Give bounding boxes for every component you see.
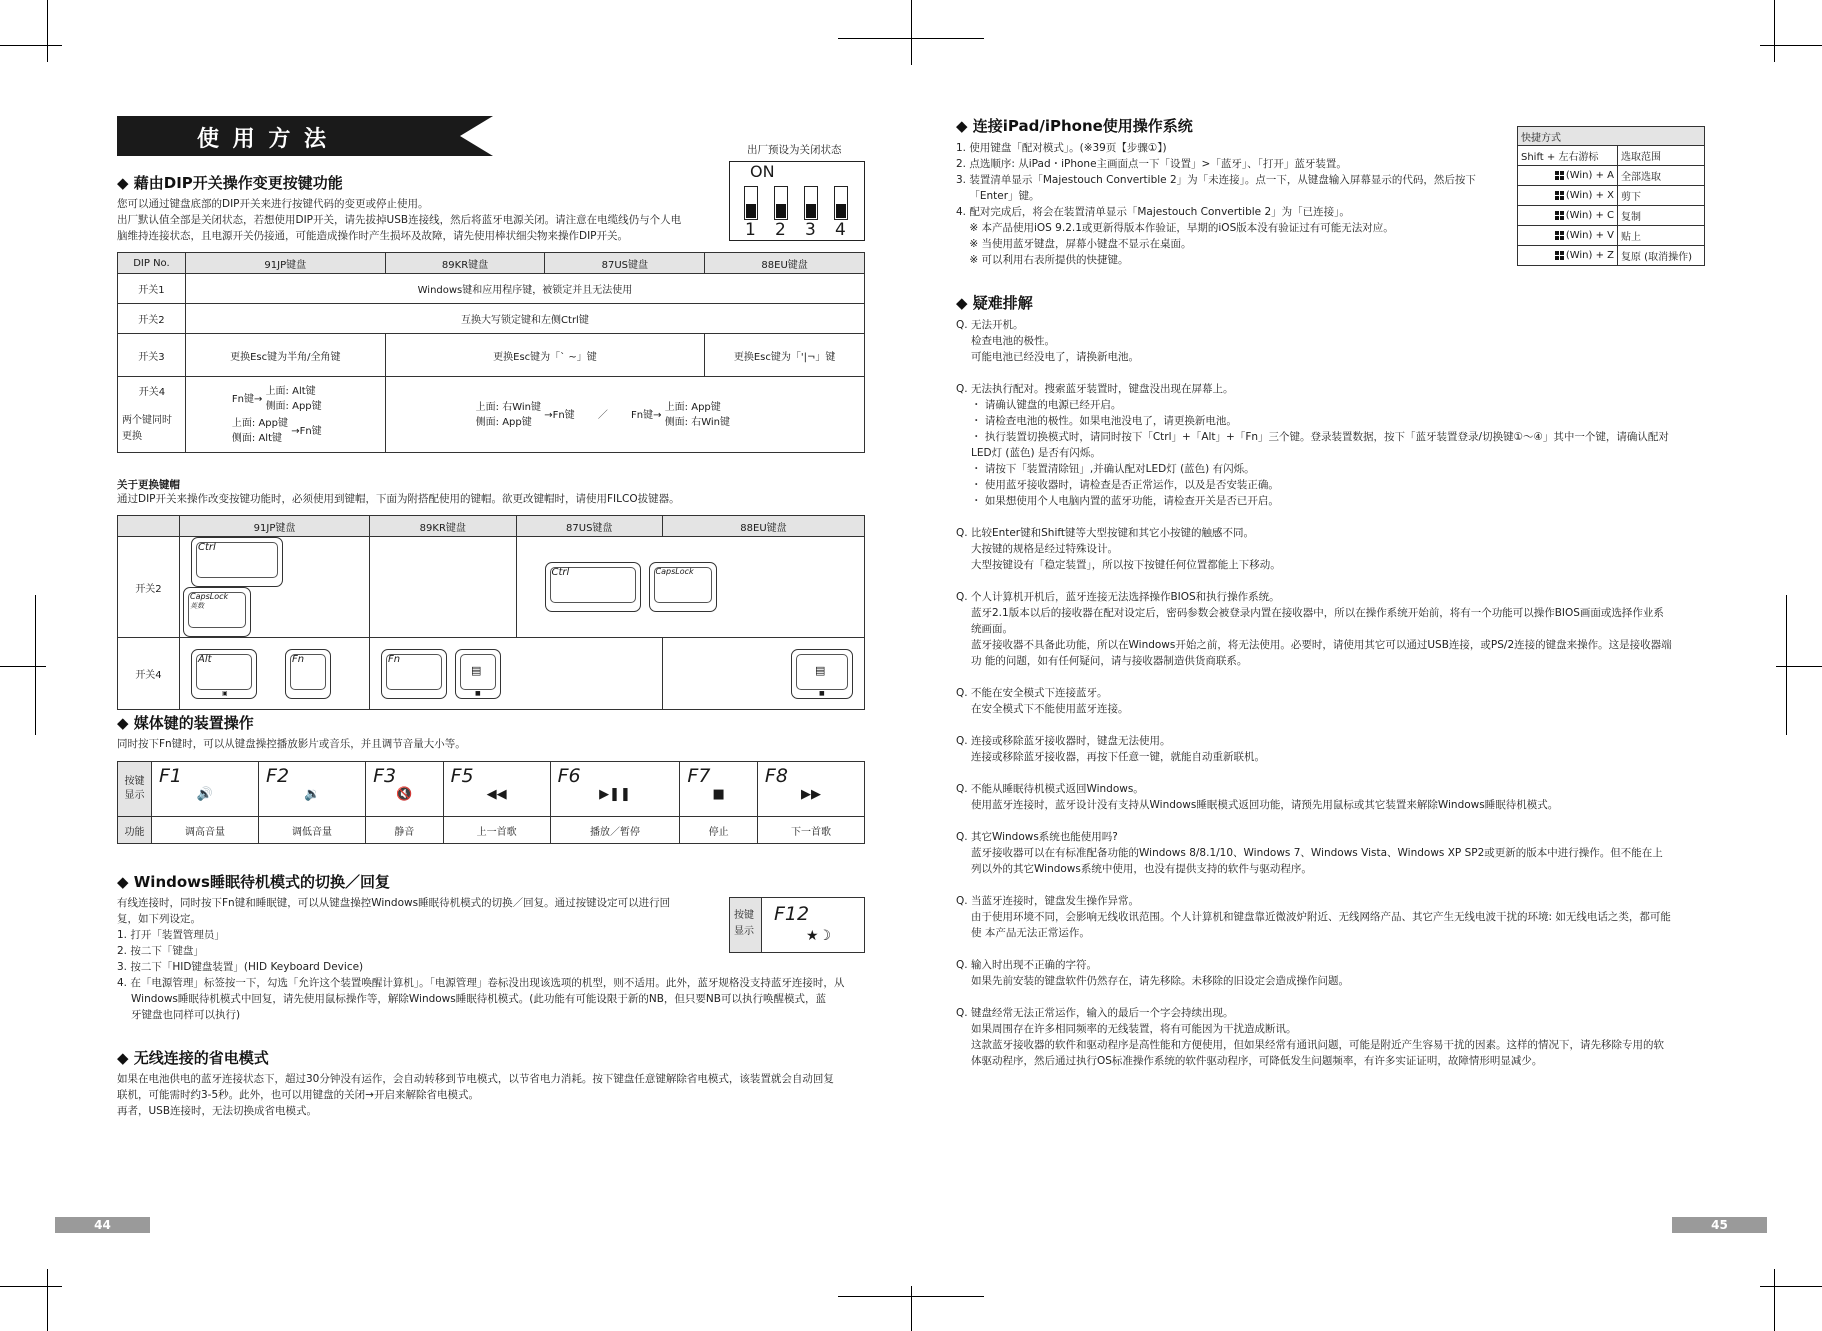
text-line: 联机，可能需时约3-5秒。此外，也可以用键盘的关闭→开启来解除省电模式。 [117, 1089, 479, 1101]
th-88eu: 88EU键盘 [705, 253, 865, 274]
app-menu-icon: ▤ [471, 663, 482, 677]
windows-icon: ■ [475, 689, 481, 697]
alt-keycap [191, 649, 257, 699]
qa-answer: 由于使用环境不同，会影响无线收讯范围。个人计算机和键盘靠近微波炉附近、无线网络产品、其它产生无线电波干扰的环境: 如无线电话之类，都可能 [971, 911, 1671, 923]
qa-block [956, 317, 1706, 365]
stop-icon: ■ [712, 787, 725, 802]
shortcut-row [1518, 206, 1705, 226]
dip-switch-diagram [729, 161, 865, 241]
media-key-cell [550, 762, 680, 817]
app-keycap [455, 649, 501, 699]
sleep-key: F12 [774, 903, 810, 925]
media-func: 上一首歌 [443, 817, 550, 844]
cell: Windows键和应用程序键，被锁定并且无法使用 [185, 274, 864, 304]
keycap-label: Alt [198, 653, 212, 665]
ipad-section-title: ◆ 连接iPad/iPhone使用操作系统 [956, 117, 1193, 135]
qa-answer: 使用蓝牙连接时，蓝牙设计没有支持从Windows睡眠模式返回功能，请预先用鼠标或其它装置来解除Windows睡眠待机模式。 [971, 799, 1559, 811]
page-number: 44 [94, 1218, 111, 1232]
dip-switch-3 [804, 186, 818, 220]
media-key-cell [443, 762, 550, 817]
sleep-key-label: 按键显示 [730, 898, 762, 952]
qa-answer: LED灯 (蓝色) 是否有闪烁。 [971, 447, 1101, 459]
text-line: Windows睡眠待机模式中回复，请先使用鼠标操作等，解除Windows睡眠待机模式。(此功能有可能设限于新的NB，但只要NB可以执行唤醒模式，蓝 [131, 993, 826, 1005]
row-label: 开关3 [118, 334, 186, 377]
shortcut-keys [1518, 166, 1618, 186]
text-line: ※ 可以利用右表所提供的快捷键。 [956, 254, 1129, 266]
qa-answer: 蓝牙接收器可以在有标准配备功能的Windows 8/8.1/10、Windows 7、Windows Vista、Windows XP SP2或更新的版本中进行操作。但不能在上 [971, 847, 1663, 859]
windows-icon [1555, 231, 1564, 240]
qa-block [956, 781, 1706, 813]
crop-mark [47, 1269, 48, 1331]
row-label: 开关4 [118, 638, 180, 710]
text-line: ※ 本产品使用iOS 9.2.1或更新得版本作验证，早期的iOS版本没有验证过有可能无法对应。 [956, 222, 1394, 234]
cell-mid-sw4 [385, 377, 864, 453]
text-line: ※ 当使用蓝牙键盘，屏幕小键盘不显示在桌面。 [956, 238, 1192, 250]
power-section-text [117, 1071, 867, 1119]
cell-jp-keys [180, 537, 370, 638]
windows-icon [1555, 171, 1564, 180]
text-line: 1. 打开「装置管理员」 [117, 929, 225, 941]
row-label: 功能 [118, 817, 152, 844]
trouble-section-title: ◆ 疑难排解 [956, 294, 1033, 312]
text: 上面: 右Win键 [475, 401, 541, 413]
volume-down-icon: 🔉 [303, 787, 321, 802]
cell-jp-keys [180, 638, 370, 710]
media-key-cell [152, 762, 259, 817]
crop-mark [35, 595, 36, 735]
shortcut-row [1518, 246, 1705, 266]
menu-icon: ▣ [222, 689, 228, 697]
qa-block [956, 893, 1706, 941]
keycap-label: Ctrl [551, 567, 570, 578]
qa-answer: 蓝牙接收器不具备此功能，所以在Windows开始之前，将无法使用。必要时，请使用其它可以通过USB连接，或PS/2连接的键盘来操作。这是接收器端 [971, 639, 1672, 651]
text: 侧面: 右Win键 [664, 416, 731, 428]
media-key-label: F8 [764, 765, 788, 787]
qa-block [956, 525, 1706, 573]
ctrl-keycap [191, 537, 283, 587]
text: ／ [597, 409, 608, 421]
text-line: 「Enter」键。 [956, 190, 1040, 202]
banner-title: 使 用 方 法 [197, 127, 329, 152]
crop-mark [1786, 595, 1787, 735]
dip-number: 1 [745, 220, 756, 240]
qa-answer: 功 能的问题，如有任何疑问，请与接收器制造供货商联系。 [971, 655, 1248, 667]
factory-note: 出厂预设为关闭状态 [747, 144, 842, 156]
text: Fn键→ [631, 409, 662, 421]
media-key-label: F2 [266, 765, 290, 787]
qa-answer: 使 本产品无法正常运作。 [971, 927, 1090, 939]
power-section-title: ◆ 无线连接的省电模式 [117, 1049, 269, 1067]
keycap-label: Fn [292, 653, 305, 665]
text-line: 有线连接时，同时按下Fn键和睡眠键，可以从键盘操控Windows睡眠待机模式的切换／回复。通过按键设定可以进行回 [117, 897, 671, 909]
fn-keycap [285, 649, 331, 699]
th-88eu: 88EU键盘 [662, 516, 864, 537]
qa-answer: 蓝牙2.1版本以后的接收器在配对设定后，密码参数会被登录内置在接收器中，所以在操作系统开始前，将有一个功能可以操作BIOS画面或选择作业系 [971, 607, 1664, 619]
text-line: 您可以通过键盘底部的DIP开关来进行按键代码的变更或停止使用。 [117, 198, 429, 210]
keycap-sublabel: 英数 [190, 602, 205, 610]
capslock-keycap [649, 562, 717, 612]
qa-block [956, 733, 1706, 765]
qa-question: Q. 无法开机。 [956, 319, 1024, 331]
keycap-label: CapsLock [190, 592, 229, 601]
crop-mark [911, 0, 912, 65]
text: →Fn键 [291, 425, 322, 437]
crop-mark [0, 45, 62, 46]
text: →Fn键 [544, 409, 575, 421]
text-line: 4. 配对完成后，将会在装置清单显示「Majestouch Convertible 2」为「已连接」。 [956, 206, 1350, 218]
qa-answer: 连接或移除蓝牙接收器，再按下任意一键，就能自动重新联机。 [971, 751, 1265, 763]
media-section-text: 同时按下Fn键时，可以从键盘操控播放影片或音乐，并且调节音量大小等。 [117, 738, 466, 750]
app-keycap [791, 649, 853, 699]
qa-block [956, 381, 1706, 509]
media-key-label: F5 [450, 765, 474, 787]
page-number: 45 [1711, 1218, 1728, 1232]
shortcut-action: 复制 [1618, 206, 1705, 226]
keycap-section-text: 通过DIP开关来操作改变按键功能时，必须使用到键帽，下面为附搭配使用的键帽。欲更改键帽时，请使用FILCO拔键器。 [117, 493, 680, 505]
media-func: 调高音量 [152, 817, 259, 844]
cell: 更换Esc键为「` ~」键 [385, 334, 705, 377]
qa-answer: 这款蓝牙接收器的软件和驱动程序是高性能和方便使用，但如果经常有通讯问题，可能是附近产生容易干扰的因素。这样的情况下，请先移除专用的软 [971, 1039, 1664, 1051]
previous-track-icon: ◀◀ [486, 787, 507, 802]
shortcut-header: 快捷方式 [1518, 127, 1705, 146]
dip-section-text [117, 196, 727, 244]
dip-switch-2 [774, 186, 788, 220]
qa-answer: 如果周围存在许多相同频率的无线装置，将有可能因为干扰造成断讯。 [971, 1023, 1297, 1035]
qa-question: Q. 比较Enter键和Shift键等大型按键和其它小按键的触感不同。 [956, 527, 1254, 539]
qa-bullet: ・ 如果想使用个人电脑内置的蓝牙功能，请检查开关是否已开启。 [971, 495, 1279, 507]
text-line: 复，如下列设定。 [117, 913, 201, 925]
text-line: 2. 按二下「键盘」 [117, 945, 204, 957]
windows-icon [1555, 251, 1564, 260]
qa-block [956, 957, 1706, 989]
shortcut-table [1517, 126, 1705, 266]
media-key-label: F1 [159, 765, 183, 787]
app-menu-icon: ▤ [814, 663, 826, 677]
qa-answer: 统画面。 [971, 623, 1013, 635]
media-section-title: ◆ 媒体键的装置操作 [117, 714, 254, 732]
text: 上面: App键 [231, 417, 288, 429]
media-func: 停止 [680, 817, 758, 844]
text-line: 4. 在「电源管理」标签按一下，勾选「允许这个装置唤醒计算机」。「电源管理」卷标没出现该选项的机型，则不适用。此外，蓝牙规格没支持蓝牙连接时，从 [117, 977, 845, 989]
media-key-label: F7 [687, 765, 711, 787]
shortcut-keys [1518, 246, 1618, 266]
th-87us: 87US键盘 [516, 516, 662, 537]
media-key-cell [259, 762, 366, 817]
keycap-label: CapsLock [655, 567, 694, 576]
banner [117, 116, 493, 156]
text-line: 3. 按二下「HID键盘装置」(HID Keyboard Device) [117, 961, 364, 973]
next-track-icon: ▶▶ [800, 787, 821, 802]
cell: 互换大写锁定键和左侧Ctrl键 [185, 304, 864, 334]
qa-bullet: ・ 请确认键盘的电源已经开启。 [971, 399, 1122, 411]
qa-question: Q. 无法执行配对。搜索蓝牙装置时，键盘没出现在屏幕上。 [956, 383, 1234, 395]
qa-block [956, 829, 1706, 877]
shortcut-keys-text: Shift + 左右游标 [1521, 152, 1599, 163]
row-label [118, 377, 186, 453]
qa-answer: 可能电池已经没电了，请换新电池。 [971, 351, 1139, 363]
page-number-left [55, 1217, 150, 1233]
qa-bullet: ・ 执行装置切换模式时，请同时按下「Ctrl」+「Alt」+「Fn」三个键。登录装置数据，按下「蓝牙装置登录/切换键①～④」其中一个键，请确认配对 [971, 431, 1669, 443]
text: 侧面: Alt键 [231, 432, 282, 444]
qa-block [956, 685, 1706, 717]
media-func: 静音 [366, 817, 444, 844]
cell-kr-us-keys [370, 638, 663, 710]
qa-answer: 检查电池的极性。 [971, 335, 1055, 347]
dip-number: 4 [835, 220, 846, 240]
shortcut-action: 复原 (取消操作) [1618, 246, 1705, 266]
th-empty [118, 516, 180, 537]
media-func: 下一首歌 [757, 817, 864, 844]
th-89kr: 89KR键盘 [385, 253, 545, 274]
windows-icon: ■ [818, 689, 825, 697]
shortcut-row [1518, 226, 1705, 246]
keycap-label: Ctrl [198, 542, 216, 553]
qa-bullet: ・ 请检查电池的极性。如果电池没电了，请更换新电池。 [971, 415, 1237, 427]
dip-switch-4 [834, 186, 848, 220]
row-label: 按键显示 [118, 762, 152, 817]
sleep-key-box [729, 897, 865, 953]
text-line: 牙键盘也同样可以执行) [131, 1009, 241, 1021]
shortcut-keys-text: (Win) + Z [1565, 250, 1614, 261]
text-line: 1. 使用键盘「配对模式」。(※39页【步骤①】) [956, 142, 1167, 154]
qa-bullet: ・ 使用蓝牙接收器时，请检查是否正常运作，以及是否安装正确。 [971, 479, 1279, 491]
cell-jp-sw4 [185, 377, 385, 453]
capslock-keycap [183, 587, 251, 637]
sleep-section-title: ◆ Windows睡眠待机模式的切换／回复 [117, 873, 390, 891]
qa-question: Q. 键盘经常无法正常运作，输入的最后一个字会持续出现。 [956, 1007, 1234, 1019]
dip-number: 2 [775, 220, 786, 240]
crop-mark [1760, 45, 1822, 46]
text-line: 再者，USB连接时，无法切换成省电模式。 [117, 1105, 318, 1117]
crop-mark [1774, 0, 1775, 62]
crop-mark [1776, 666, 1822, 667]
switch4-label: 开关4 [138, 386, 166, 398]
shortcut-keys-text: (Win) + X [1565, 190, 1614, 201]
qa-block [956, 1005, 1706, 1069]
media-key-cell [757, 762, 864, 817]
qa-question: Q. 其它Windows系统也能使用吗? [956, 831, 1118, 843]
mute-icon: 🔇 [396, 787, 413, 802]
media-key-label: F3 [373, 765, 397, 787]
crop-mark [0, 666, 46, 667]
fn-keycap [381, 649, 447, 699]
shortcut-keys [1518, 186, 1618, 206]
shortcut-action: 全部选取 [1618, 166, 1705, 186]
qa-question: Q. 当蓝牙连接时，键盘发生操作异常。 [956, 895, 1139, 907]
media-key-table [117, 761, 865, 844]
th-dip-no: DIP No. [118, 253, 186, 274]
switch4-sub: 两个键同时 [122, 414, 172, 426]
crop-mark [47, 0, 48, 62]
media-key-cell [680, 762, 758, 817]
shortcut-action: 选取范围 [1618, 146, 1705, 166]
th-91jp: 91JP键盘 [180, 516, 370, 537]
sleep-icon: ★☽ [806, 928, 832, 944]
text-line: 出厂默认值全部是关闭状态，若想使用DIP开关，请先拔掉USB连接线，然后将蓝牙电源关闭。请注意在电缆线仍与个人电 [117, 214, 682, 226]
row-label: 开关2 [118, 537, 180, 638]
windows-icon [1555, 211, 1564, 220]
media-func: 调低音量 [259, 817, 366, 844]
shortcut-keys [1518, 206, 1618, 226]
shortcut-action: 贴上 [1618, 226, 1705, 246]
ctrl-keycap [545, 562, 641, 612]
th-89kr: 89KR键盘 [370, 516, 516, 537]
qa-question: Q. 连接或移除蓝牙接收器时，键盘无法使用。 [956, 735, 1171, 747]
qa-answer: 如果先前安装的键盘软件仍然存在，请先移除。未移除的旧设定会造成操作问题。 [971, 975, 1349, 987]
page-number-right [1672, 1217, 1767, 1233]
shortcut-keys-text: (Win) + V [1565, 230, 1614, 241]
shortcut-keys [1518, 226, 1618, 246]
dip-table [117, 252, 865, 453]
row-label: 开关2 [118, 304, 186, 334]
cell-eu-keys [662, 638, 864, 710]
cell: 更换Esc键为「'|¬」键 [705, 334, 865, 377]
row-label: 开关1 [118, 274, 186, 304]
text-line: 脑维持连接状态，且电源开关仍接通，可能造成操作时产生损坏及故障，请先使用棒状细尖物来操作DIP开关。 [117, 230, 629, 242]
windows-icon [1555, 191, 1564, 200]
shortcut-action: 剪下 [1618, 186, 1705, 206]
qa-answer: 大按键的规格是经过特殊设计。 [971, 543, 1118, 555]
shortcut-row [1518, 166, 1705, 186]
text: 侧面: App键 [475, 416, 532, 428]
crop-mark [1774, 1269, 1775, 1331]
qa-bullet: ・ 请按下「装置清除钮」,并确认配对LED灯 (蓝色) 有闪烁。 [971, 463, 1255, 475]
shortcut-row [1518, 186, 1705, 206]
media-key-label: F6 [557, 765, 581, 787]
qa-answer: 在安全模式下不能使用蓝牙连接。 [971, 703, 1129, 715]
crop-mark [0, 1286, 62, 1287]
keycap-label: Fn [388, 653, 401, 665]
media-func: 播放／暂停 [550, 817, 680, 844]
troubleshooting-list [956, 317, 1706, 1085]
cell-empty [370, 537, 516, 638]
shortcut-row [1518, 146, 1705, 166]
ipad-section-text [956, 140, 1506, 268]
media-key-cell [366, 762, 444, 817]
play-pause-icon: ▶❚❚ [599, 787, 631, 802]
th-87us: 87US键盘 [545, 253, 705, 274]
text: 上面: Alt键 [265, 385, 316, 397]
volume-up-icon: 🔊 [196, 787, 214, 802]
qa-question: Q. 不能在安全模式下连接蓝牙。 [956, 687, 1108, 699]
qa-block [956, 589, 1706, 669]
keycap-table [117, 515, 865, 710]
qa-answer: 体驱动程序，然后通过执行OS标准操作系统的软件驱动程序，可降低发生问题频率，有许多实证证明，故障情形明显减少。 [971, 1055, 1543, 1067]
shortcut-keys-text: (Win) + A [1565, 170, 1614, 181]
text: Fn键→ [231, 393, 263, 405]
text: 上面: App键 [664, 401, 721, 413]
cell-us-keys [516, 537, 865, 638]
text: 侧面: App键 [265, 400, 322, 412]
qa-answer: 大型按键设有「稳定装置」，所以按下按键任何位置都能上下移动。 [971, 559, 1281, 571]
qa-question: Q. 不能从睡眠待机模式返回Windows。 [956, 783, 1144, 795]
dip-section-title: ◆ 藉由DIP开关操作变更按键功能 [117, 174, 343, 192]
qa-question: Q. 输入时出现不正确的字符。 [956, 959, 1097, 971]
crop-mark [911, 1286, 912, 1331]
dip-on-label: ON [750, 162, 775, 181]
crop-mark [1760, 1286, 1822, 1287]
qa-answer: 列以外的其它Windows系统中使用，也没有提供支持的软件与驱动程序。 [971, 863, 1312, 875]
switch4-sub2: 更换 [122, 430, 142, 442]
shortcut-keys-text: (Win) + C [1565, 210, 1614, 221]
text-line: 如果在电池供电的蓝牙连接状态下，超过30分钟没有运作，会自动转移到节电模式，以节省电力消耗。按下键盘任意键解除省电模式，该装置就会自动回复 [117, 1073, 834, 1085]
dip-switch-1 [744, 186, 758, 220]
shortcut-keys [1518, 146, 1618, 166]
cell: 更换Esc键为半角/全角键 [185, 334, 385, 377]
text-line: 3. 装置清单显示「Majestouch Convertible 2」为「未连接」。点一下，从键盘输入屏幕显示的代码，然后按下 [956, 174, 1476, 186]
dip-number: 3 [805, 220, 816, 240]
keycap-section-title: 关于更换键帽 [117, 479, 180, 491]
qa-question: Q. 个人计算机开机后，蓝牙连接无法选择操作BIOS和执行操作系统。 [956, 591, 1280, 603]
text-line: 2. 点选顺序: 从iPad・iPhone主画面点一下「设置」>「蓝牙」、「打开」蓝牙装置。 [956, 158, 1347, 170]
th-91jp: 91JP键盘 [185, 253, 385, 274]
